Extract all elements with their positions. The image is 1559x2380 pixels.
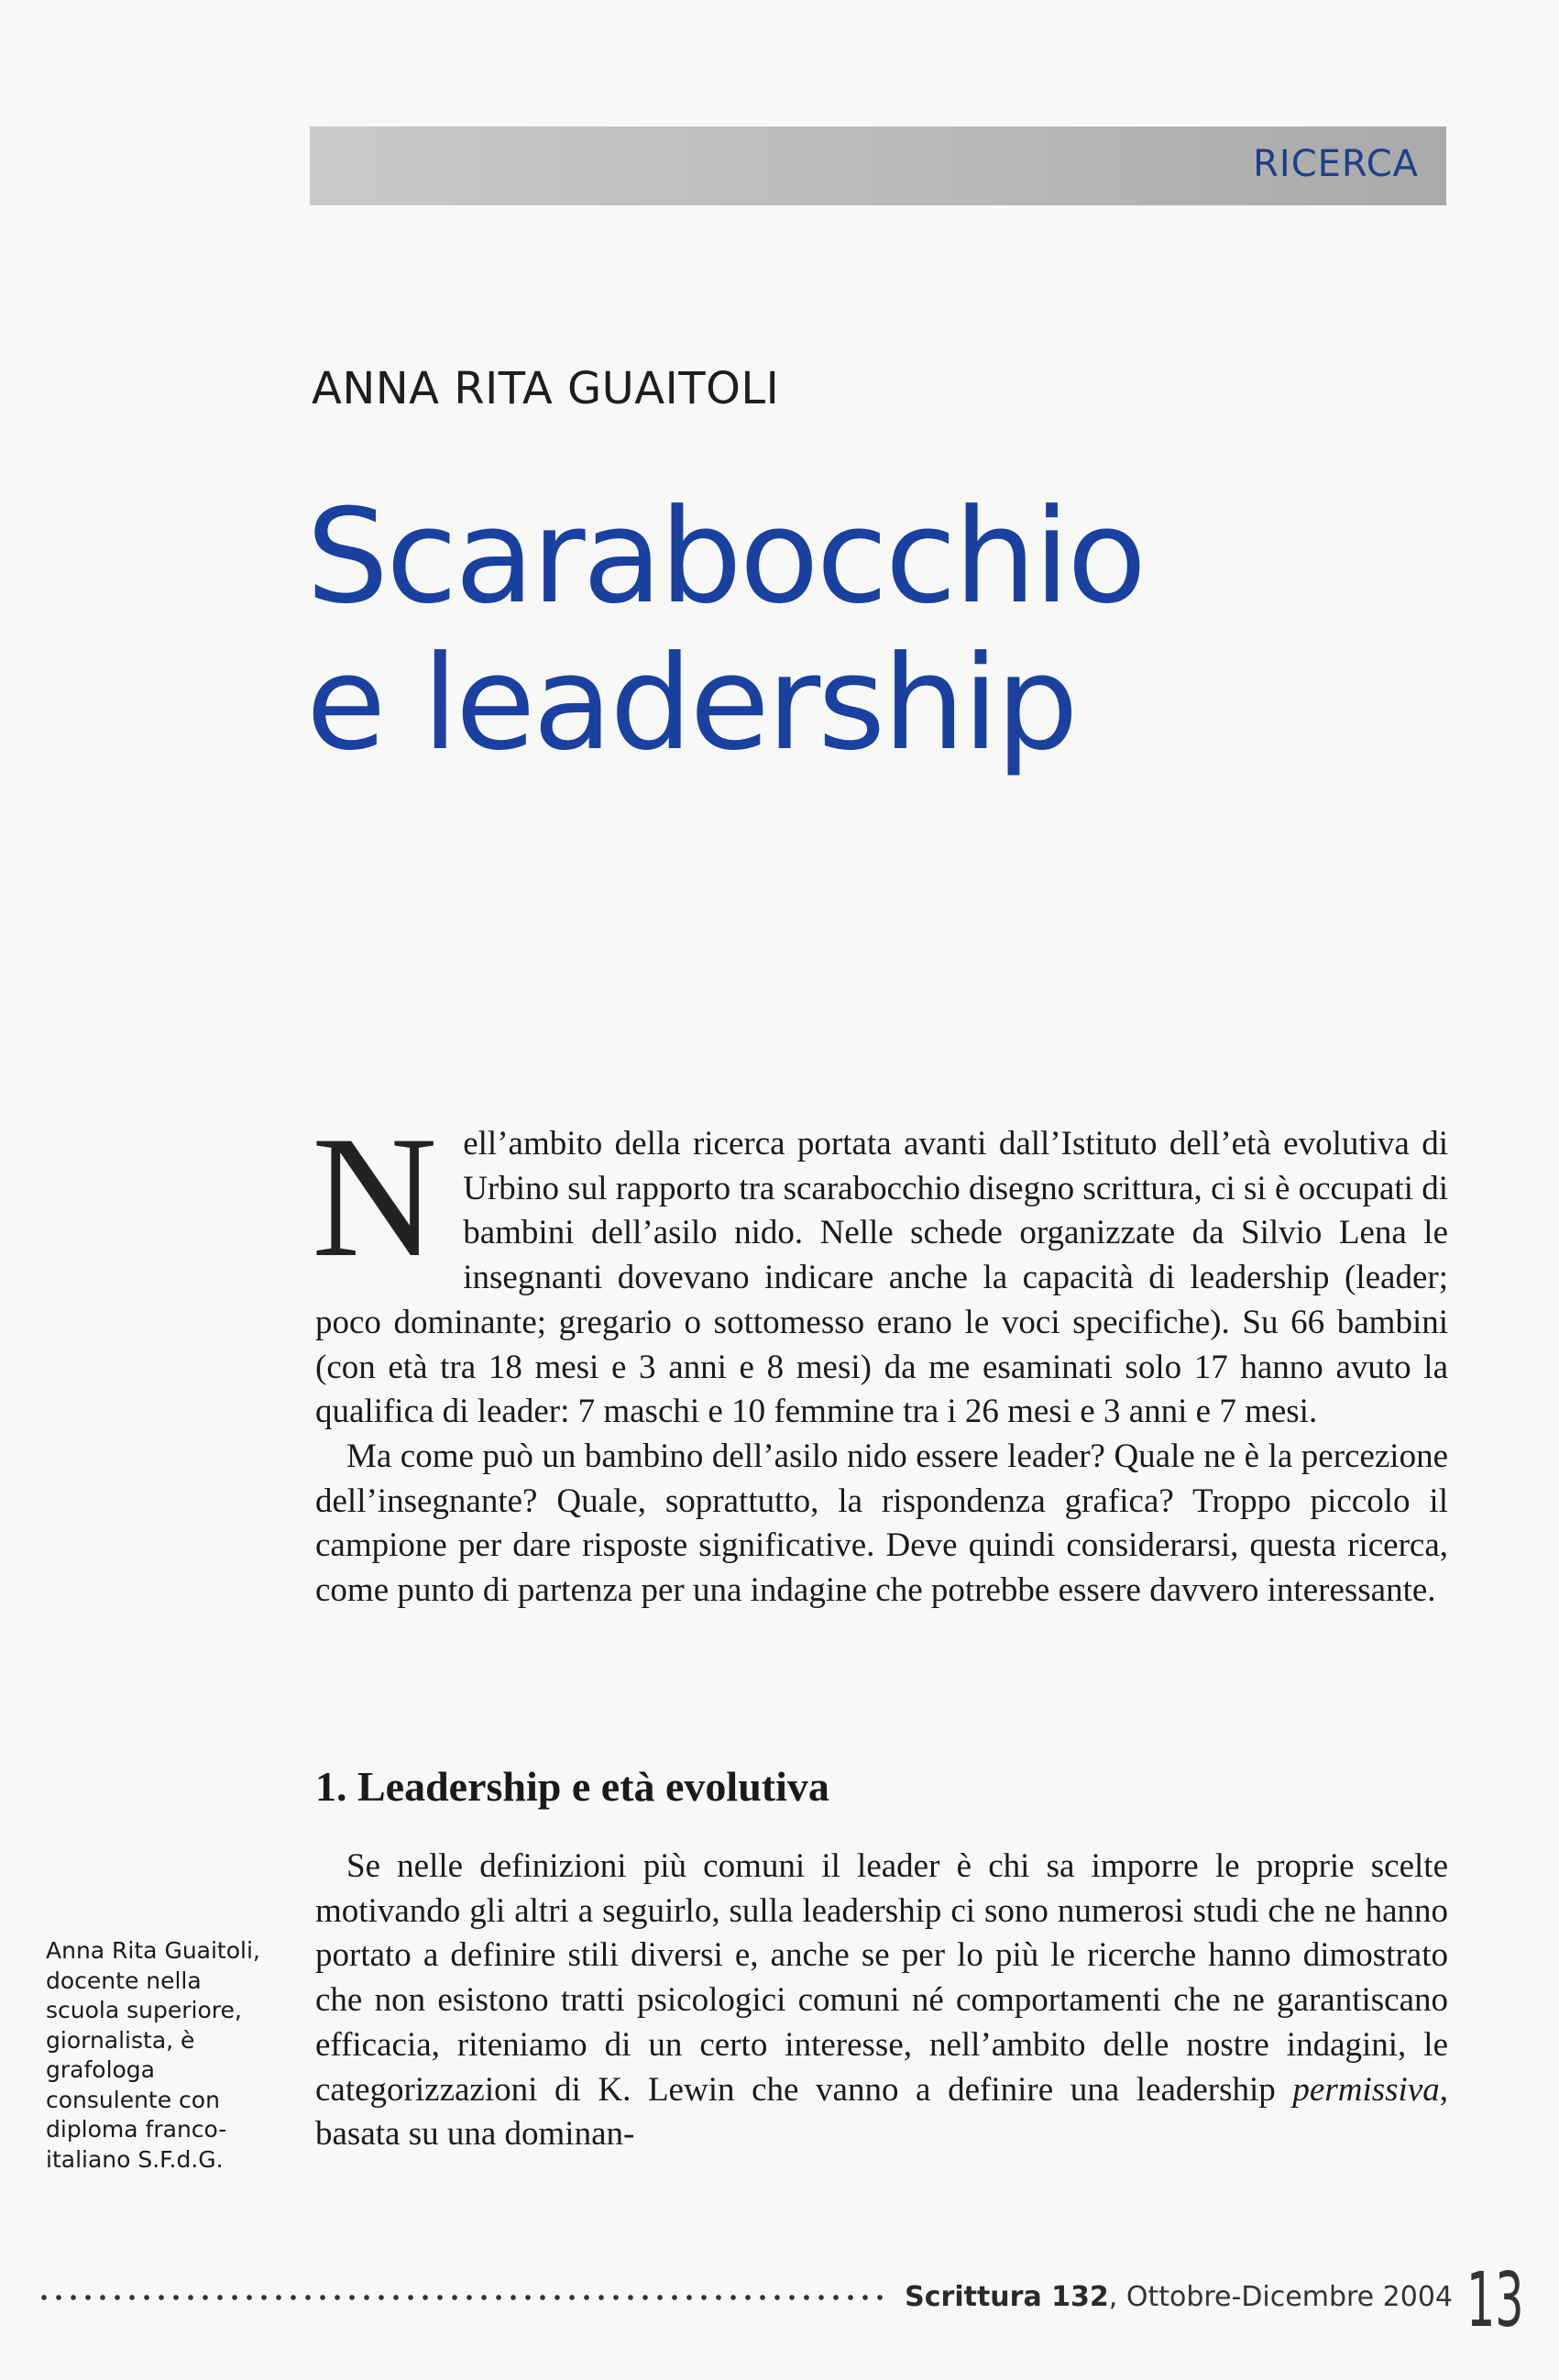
section-1-text-a: Se nelle definizioni più comuni il leader è chi sa imporre le proprie scelte motivando gli altri a seguirlo, sulla leadership ci sono numerosi studi che ne hanno portato a definire stili diversi e, anche se per lo più le ricerche hanno dimostrato che non esistono tratti psicologici comuni né comportamenti che ne garantiscano efficacia, riteniamo di un certo interesse, nell’ambito delle nostre indagini, le categorizzazioni di K. Lewin che vanno a definire una leadership (315, 1847, 1448, 2109)
footer-dot-leader (37, 2293, 890, 2302)
section-header-bar (310, 127, 1446, 205)
intro-text (312, 1101, 1448, 1614)
section-1-emphasis: permissiva (1292, 2070, 1440, 2109)
footer-issue: , Ottobre-Dicembre 2004 (1108, 2281, 1453, 2313)
section-1-text-b: , basata su una dominan- (315, 2070, 1448, 2154)
section-1-paragraph (315, 1845, 1448, 2157)
page-footer (37, 2281, 1453, 2313)
footer-citation (905, 2281, 1453, 2313)
intro-paragraph-1-text: ell’ambito della ricerca portata avanti dall’Istituto dell’età evolutiva di Urbino sul rapporto tra scarabocchio disegno scrittura, ci si è occupati di bambini dell’asilo nido. Nelle schede organizzate da Silvio Lena le insegnanti dovevano indicare anche la capacità di leadership (leader; poco dominante; gregario o sottomesso erano le voci specifiche). Su 66 bambini (con età tra 18 mesi e 3 anni e 8 mesi) da me esaminati solo 17 hanno avuto la qualifica di leader: 7 maschi e 10 femmine tra i 26 mesi e 3 anni e 7 mesi. (315, 1125, 1448, 1431)
section-label: RICERCA (1253, 143, 1419, 185)
author-bio-sidenote: Anna Rita Guaitoli, docente nella scuola superiore, giornalista, è grafologa consulente con diploma franco-italiano S.F.d.G. (46, 1937, 260, 2173)
page-number: 13 (1466, 2257, 1524, 2344)
intro-paragraph-1 (312, 1101, 1448, 1435)
section-1-heading: 1. Leadership e età evolutiva (315, 1763, 829, 1810)
drop-cap: N (312, 1101, 438, 1294)
article-title (306, 481, 1145, 779)
footer-magazine: Scrittura 132 (905, 2281, 1109, 2313)
title-line-2: e leadership (306, 628, 1076, 779)
intro-paragraph-2: Ma come può un bambino dell’asilo nido essere leader? Quale ne è la percezione dell’insegnante? Quale, soprattutto, la rispondenza grafica? Troppo piccolo il campione per dare risposte significative. Deve quindi considerarsi, questa ricerca, come punto di partenza per una indagine che potrebbe essere davvero interessante. (315, 1437, 1448, 1610)
title-line-1: Scarabocchio (306, 481, 1145, 633)
article-author: ANNA RITA GUAITOLI (312, 363, 780, 414)
